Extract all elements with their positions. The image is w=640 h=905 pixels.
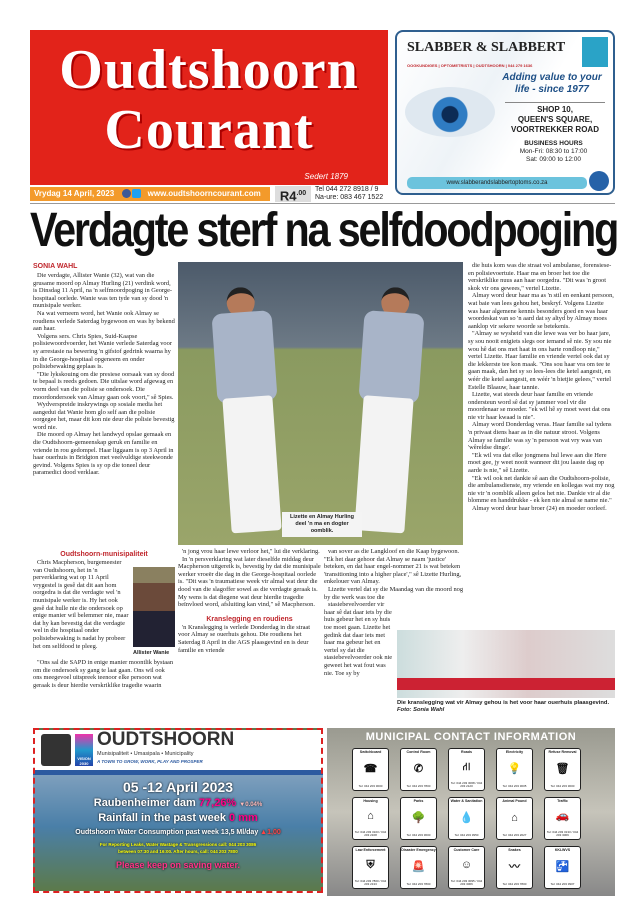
price-cents: .00	[296, 190, 307, 197]
contact-icon: ☎	[363, 763, 378, 776]
paragraph: Na wat verneem word, het Wanie ook Almay se roudiens verlede Saterdag bygewoon en was hy bekend aan haar.	[33, 309, 175, 333]
contact-tel: Tel: 044 203 3000	[358, 784, 383, 789]
paragraph: Lizette vertel dat sy die Maandag van die moord nog by die werk was toe die	[324, 585, 464, 601]
contact-tel: Tel: 044 203 3068 / 044 203 2120	[450, 780, 483, 789]
person-figure	[209, 280, 286, 534]
ad-subtitle: OOGKUNDIGES | OPTOMETRISTS | OUDTSHOORN | 044 279 1636	[407, 63, 533, 68]
municipality-subtitle: Munisipaliteit • Umasipala • Municipality	[97, 751, 194, 757]
paragraph: "Almay se wysheid van die lewe was ver bo haar jare, sy sou nooit enigiets slegs oor iemand sê nie. Sy sou nie wou hê dat ons met haat in ons harte rondloop nie," vertel Lizette. Haar familie en vriende vertel ook dat sy die lekkerste tee kon maak. "Ons sou haar vra om tee te gaan maak, dan het sy so lees-lees die ketel aangesit, en wéér die ketel aangesit, en wéér 'n bietjie gelees," vertel Estelle Blaauw, haar tannie.	[468, 330, 612, 391]
slogan: A TOWN TO GROW, WORK, PLAY AND PROSPER	[97, 759, 203, 764]
ad-tagline: Adding value to your life - since 1977	[502, 72, 602, 95]
wreath-laying-photo	[397, 630, 615, 698]
contact-label: Traffic	[557, 799, 568, 803]
paragraph: Almay word deur haar broer (24) en moeder oorleef.	[472, 505, 607, 512]
article-column	[33, 559, 130, 650]
paragraph: "Ek wil vra dat elke jongmens hul lewe aan die Here moet gee, jy weet nooit wanneer dit jou laaste dag op aarde is nie," sê Lizette.	[468, 451, 607, 475]
column-row	[33, 559, 175, 657]
hours-line: Sat: 09:00 to 12:00	[526, 156, 581, 163]
contact-tel: Tel: 044 203 3103 / 044 203 2168	[354, 829, 387, 838]
glasses-logo-icon	[582, 37, 608, 67]
contact-label: Roads	[461, 750, 472, 754]
ad-name: SLABBER & SLABBERT	[407, 40, 566, 55]
twitter-icon[interactable]	[132, 189, 141, 198]
contact-tel: Tel: 044 203 7800	[406, 882, 431, 887]
paragraph: Almay word deur haar ma as 'n stil en eenkant persoon, wat baie van lees gehou het, beskryf. Volgens Lizette was haar algemene kennis besonders goed en was haar woordeskat van so 'n aard dat sy altyd by Almay moes aanklop vir sekere woorde se betekenis.	[468, 292, 614, 330]
contact-tile[interactable]	[400, 846, 437, 889]
paragraph: 'n Kranslegging is verlede Donderdag in die straat voor Almay se ouerhuis gehou. Die roudiens het Saterdag 8 April in die AGS plaasgevind en is deur familie en vriende	[178, 623, 311, 654]
contact-icon: ⛨	[366, 859, 375, 872]
contact-label: Refuse Removal	[548, 750, 577, 754]
dam-level	[35, 797, 321, 812]
municipal-crest-icon	[41, 734, 71, 766]
contact-icon: 🚰	[555, 861, 570, 874]
contact-tel: Tel: 044 203 3950	[454, 833, 479, 838]
hours-line: Mon-Fri: 08:30 to 17:00	[519, 148, 588, 155]
subheading: Kranslegging en roudiens	[206, 615, 293, 623]
contact-label: Switchboard	[359, 750, 382, 754]
mother-daughter-photo	[178, 262, 463, 545]
consumption-change: ▲1,00	[260, 829, 281, 836]
photo-caption: Lizette en Almay Hurling deel 'n ma en dogter oomblik.	[282, 512, 362, 537]
column-2	[178, 548, 321, 654]
price-rand: R4	[279, 188, 297, 204]
appeal: Please keep on saving water.	[115, 860, 241, 870]
contact-tel: Tel: 044 203 7800	[502, 882, 527, 887]
contact-tel: Tel: 044 203 7800 / 044 203 2133	[354, 878, 387, 887]
dam-change: ▼0.04%	[239, 802, 263, 808]
contact-icon: 🌳	[411, 812, 426, 825]
paragraph: Die moord op Almay het landwyd opslae gemaak en die Oudtshoorn-gemeenskap geruk en familie en vriende in rou gedompel. Haar liggaam is op 3 April in haar ouerhuis in Bridgton met veelvuldige steekwonde gevind. Volgens Spies is sy op die toneel deur paramedici dood verklaar.	[33, 431, 174, 477]
paragraph: Wydverspreide inskrywings op sosiale media het aangedui dat Wanie hom glo self aan die polisie oorgegee het, maar dit kon nie deur die polisie bevestig word nie.	[33, 401, 175, 431]
article-column	[324, 548, 467, 601]
rainfall	[35, 812, 321, 825]
contact-label: Water & Sanitation	[450, 799, 483, 803]
contact-icon: 🚗	[555, 810, 570, 823]
facebook-icon[interactable]	[122, 189, 131, 198]
date-range: 05 -12 April 2023	[123, 779, 233, 795]
contact-tile[interactable]	[400, 797, 437, 840]
contact-label: Animal Pound	[502, 799, 527, 803]
contact-icon: 🗑	[555, 763, 570, 776]
suspect-photo	[133, 567, 175, 647]
report-line: between 07:30 and 16:00. After hours, call: 044 203 7800	[118, 849, 238, 854]
paragraph: "Ons sal die SAPD in enige manier moontlik bystaan om die ondersoek sy gang te laat gaan. Ons wil ook ons meegevoel uitspreek teenoor elke persoon wat geraak is deur hierdie verskriklike tragedie waarin	[33, 659, 174, 689]
contact-tile[interactable]	[448, 748, 485, 791]
eye-image	[405, 87, 495, 137]
paragraph: Volgens sers. Chris Spies, Suid-Kaapse polisiewoordvoerder, het Wanie verlede Saterdag voor sy arrestasie na bewering 'n gifstof gedrink waarna hy in die George-hospitaal opgeneem en onder polisiebewaking geplaas is.	[33, 332, 172, 371]
contact-tel: Tel: 044 203 3907	[550, 882, 575, 887]
contact-tile[interactable]	[352, 748, 389, 791]
contact-icon: ✆	[413, 763, 424, 776]
consumption	[35, 828, 321, 837]
optometrist-ad[interactable]	[395, 30, 615, 195]
facebook-like-icon[interactable]	[589, 171, 609, 191]
report-line: For Reporting Leaks, Water Wastage & Transgressions call: 044 203 3086	[99, 842, 257, 847]
contact-tile[interactable]	[496, 748, 533, 791]
ad-website[interactable]: www.slabberandslabbertoptoms.co.za	[407, 177, 587, 189]
contact-tel: Tel: 044 203 7800	[406, 784, 431, 789]
municipal-contacts-ad[interactable]	[327, 728, 615, 896]
paragraph: In 'n persverklaring wat later dieselfde middag deur Macpherson uitgereik is, bevestig hy dat die munisipale werker vroeër die dag in die George-hospitaal oorlede is. "Dit was 'n traumatiese week vir almal wat deur die dood van die slagoffer sowel as die verdagte geraak is. My wens is dat diegene wat deur hierdie tragedie beïnvloed word, afsluiting kan vind," sê Macpherson.	[178, 555, 321, 609]
contact-icon: ⌂	[367, 810, 374, 823]
byline: SONIA WAHL	[33, 263, 78, 270]
consumption-label: Oudtshoorn Water Consumption past week	[75, 829, 219, 836]
contact-icon: 〰	[509, 861, 520, 874]
paragraph: Almay word Donderdag veras. Haar familie sal tydens 'n privaat diens haar as in die natuur strooi. Volgens Almay se familie was sy 'n persoon wat vry was van 'wêreldse dinge'.	[468, 421, 612, 452]
vision-logo: VISION 2030	[75, 734, 93, 766]
paragraph: 'n jong vrou haar lewe verloor het," lui die verklaring.	[182, 548, 320, 555]
address-line: VOORTREKKER ROAD	[510, 125, 599, 134]
article-column	[324, 601, 394, 677]
person-figure	[349, 280, 426, 534]
article-column	[468, 262, 615, 628]
issue-date: Vrydag 14 April, 2023	[34, 189, 115, 198]
contact-tile[interactable]	[352, 846, 389, 889]
contact-icon: ⛙	[462, 761, 471, 774]
date-bar	[30, 187, 270, 201]
caption-text: Die kranslegging wat vir Almay gehou is het voor haar ouerhuis plaasgevind.	[397, 700, 610, 706]
business-hours	[506, 140, 601, 164]
price	[275, 186, 311, 202]
contact-icon: 💡	[507, 763, 522, 776]
contact-tel: Tel: 044 203 3600	[406, 833, 431, 838]
paragraph: "Ek wil ook net dankie sê aan die Oudtshoorn-polisie, die ambulansdienste, my vriende en kollegas wat my nog nie vir 'n oomblik alleen gelos het nie. Dankie vir al die blomme en handdrukke - ek ken nie almal se name nie."	[468, 474, 615, 505]
paragraph: Chris Macpherson, burgemeester van Oudtshoorn, het in 'n perverklaring wat op 11 April vrygestel is gesê dat dit aan hom oorgedra is dat die verdagte wel 'n munisipale werker is. Hy het ook gesê dat hulle nie die ondersoek op enige manier wil belemmer nie, maar dat hy kan bevestig dat die verdagte wel in die hospitaal onder polisiebewaking is nadat hy probeer het om selfdood te pleeg.	[33, 559, 129, 650]
masthead-title-2: Courant	[104, 99, 314, 161]
hours-title: BUSINESS HOURS	[524, 140, 583, 147]
contact-tile[interactable]	[496, 797, 533, 840]
paragraph: Lizette, wat steeds deur haar familie en vriende ondersteun word sê dat sy jammer voel vir die moordenaar se moeder. "ek wil hê sy moet weet dat ons nie vir haar kwaad is nie".	[468, 391, 611, 421]
paragraph: die huis kom was die straat vol ambulanse, forensiese- en polisievoertuie. Haar ma en broer het toe die verskriklike nuus aan haar oorgedra. "Dit was 'n groot skok vir ons gewees," vertel Lizette.	[468, 262, 612, 292]
column-4	[397, 262, 615, 714]
contact-tile[interactable]	[544, 797, 581, 840]
contact-label: Control Room	[406, 750, 431, 754]
dam-value: 77,26%	[198, 797, 237, 809]
contact-label: Housing	[363, 799, 378, 803]
contact-tel: Tel: 044 203 3133 / 044 203 3069	[546, 829, 579, 838]
masthead-title-1: Oudtshoorn	[59, 39, 359, 101]
paragraph: Die verdagte, Allister Wanie (32), wat van die grusame moord op Almay Hurling (21) verdink word, is Dinsdag 11 April, na 'n selfmoordpoging in George-hospitaal oorlede. Wanie was ten tyde van sy dood 'n munisipale werker.	[33, 272, 173, 310]
column-1	[33, 262, 175, 689]
contact-tel: Tel: 044 203 2627	[502, 833, 527, 838]
paragraph: "Die lykskouing om die presiese oorsaak van sy dood te bepaal is reeds gedoen. Die uitslae word afgewag en vorm deel van die polisie se ondersoek. Die moordondersoek van Almay gaan ook voort," sê Spies.	[33, 370, 175, 401]
article-column	[33, 272, 175, 548]
since: Sedert 1879	[304, 172, 348, 181]
contact-numbers	[315, 186, 383, 202]
subheading: Oudtshoorn-munisipaliteit	[60, 551, 148, 558]
contacts-grid	[352, 748, 581, 889]
contact-label: Law Enforcement	[355, 848, 386, 852]
address-line: SHOP 10,	[537, 105, 573, 114]
contact-label: KKLWVS	[554, 848, 571, 852]
contact-tile[interactable]	[400, 748, 437, 791]
contact-tel: Tel: 044 203 3005	[502, 784, 527, 789]
after-hours: Na-ure: 083 467 1522	[315, 194, 384, 201]
article-column	[33, 659, 175, 689]
article-column	[178, 624, 321, 654]
article-column	[178, 548, 321, 609]
photo-credit: Foto: Sonia Wahl	[397, 707, 445, 713]
telephone: Tel 044 272 8918 / 9	[315, 186, 379, 193]
rain-label: Rainfall in the past week	[98, 812, 226, 824]
contact-icon: 💧	[459, 812, 474, 825]
masthead	[30, 30, 388, 185]
contact-label: Electricity	[505, 750, 524, 754]
municipality-water-ad[interactable]	[33, 728, 323, 893]
contact-tel: Tel: 044 203 3095 / 044 203 3066	[450, 878, 483, 887]
contact-tile[interactable]	[448, 846, 485, 889]
municipality-name: OUDTSHOORN	[97, 729, 235, 750]
contact-icon: ☺	[460, 859, 473, 872]
contact-tile[interactable]	[544, 748, 581, 791]
contact-label: Customer Care	[453, 848, 480, 852]
contact-icon: ⌂	[511, 812, 518, 825]
contact-tel: Tel: 044 203 3000	[550, 784, 575, 789]
consumption-value: 13,5 Ml/day	[220, 829, 259, 836]
paragraph: van sover as die Langkloof en die Kaap bygewoon. "Ek het daar gehoor dat Almay se naam 'justice' beteken, en dat haar engel-nommer 21 is wat beteken 'transitioning into a higher place'," sê Lizette Hurling, enkelouer van Almay.	[324, 548, 462, 586]
contact-icon: 🚨	[411, 861, 426, 874]
wreath-caption	[397, 700, 615, 714]
suspect-figure	[133, 567, 175, 657]
website-link[interactable]: www.oudtshoorncourant.com	[147, 189, 261, 198]
contact-tile[interactable]	[544, 846, 581, 889]
suspect-caption: Allister Wanie	[133, 650, 170, 656]
contact-tile[interactable]	[496, 846, 533, 889]
ad-address	[505, 102, 605, 135]
paragraph: stasiebevelvoerder vir haar sê dat daar iets by die huis gebeur het en sy huis toe moet gaan. Lizette het gedink dat daar iets met haar ma gebeur het en vertel sy dat die stasiebevelvoerder ook nie geweet het wat fout was nie. Toe sy by	[324, 601, 393, 677]
rain-value: 0 mm	[229, 812, 258, 824]
contact-label: Snakes	[508, 848, 521, 852]
contact-label: Disaster Emergency	[401, 848, 436, 852]
contact-label: Parks	[413, 799, 424, 803]
contact-tile[interactable]	[448, 797, 485, 840]
dam-label: Raubenheimer dam	[93, 797, 196, 809]
address-line: QUEEN'S SQUARE,	[517, 115, 593, 124]
contacts-title: MUNICIPAL CONTACT INFORMATION	[365, 731, 577, 743]
contact-tile[interactable]	[352, 797, 389, 840]
headline: Verdagte sterf na selfdoodpoging	[30, 204, 618, 257]
